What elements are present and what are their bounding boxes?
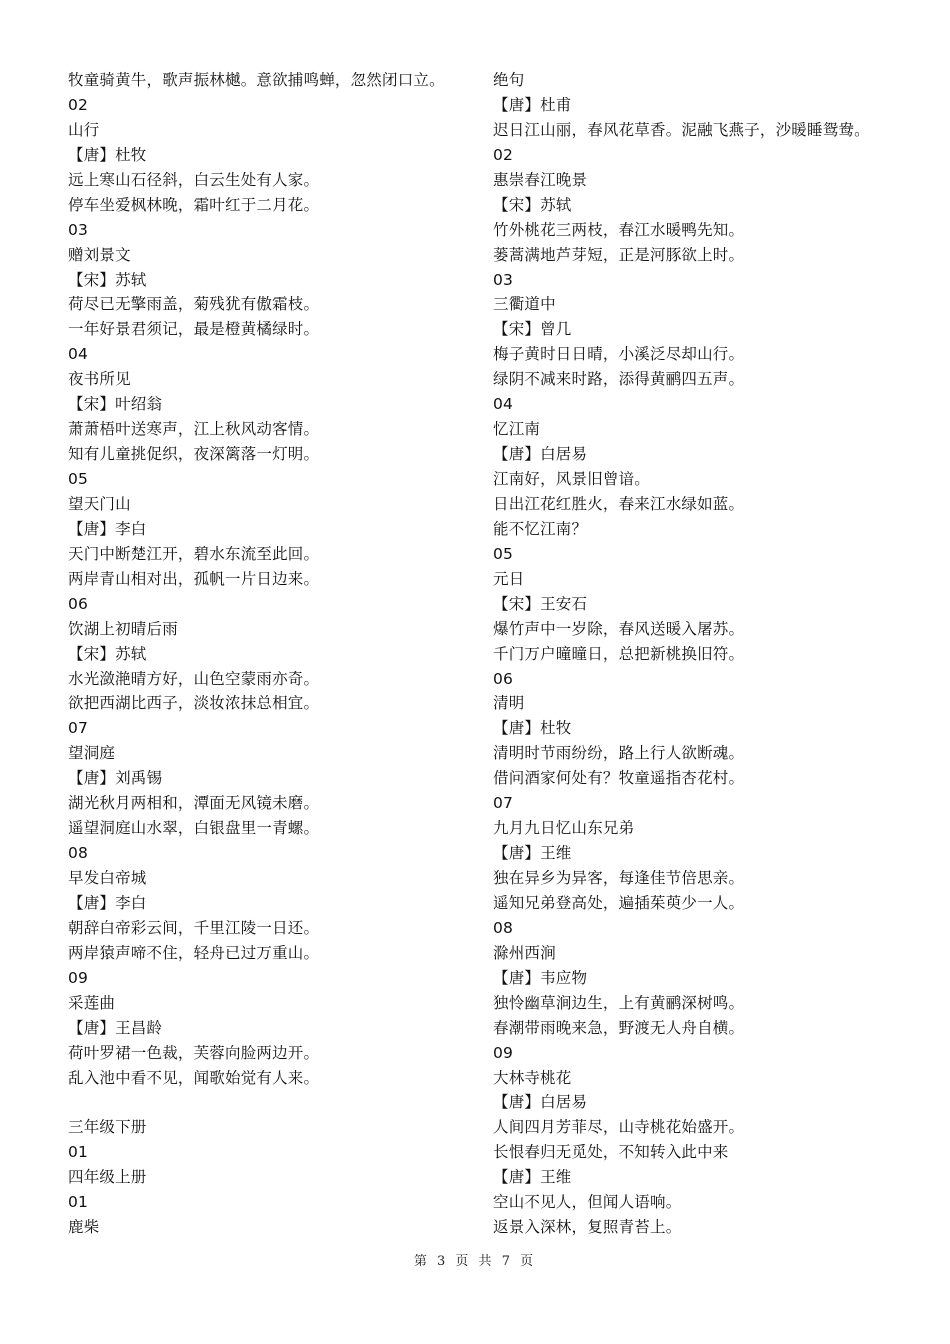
text-line: 02	[68, 95, 89, 114]
text-line: 【宋】苏轼	[493, 195, 572, 214]
text-line: 03	[493, 270, 514, 289]
text-line: 【唐】李白	[68, 893, 147, 912]
text-line: 九月九日忆山东兄弟	[493, 819, 635, 838]
text-line: 滁州西涧	[493, 943, 556, 962]
right-text-column	[493, 68, 933, 1240]
text-line: 赠刘景文	[68, 245, 131, 264]
text-line: 清明时节雨纷纷，路上行人欲断魂。	[493, 744, 745, 763]
text-line: 遥知兄弟登高处，遍插茱萸少一人。	[493, 893, 745, 912]
text-line: 【宋】苏轼	[68, 270, 147, 289]
text-line: 三衢道中	[493, 295, 556, 314]
text-line: 牧童骑黄牛，歌声振林樾。意欲捕鸣蝉，忽然闭口立。	[68, 71, 445, 89]
text-line: 遥望洞庭山水翠，白银盘里一青螺。	[68, 819, 320, 838]
text-line: 两岸青山相对出，孤帆一片日边来。	[68, 569, 320, 588]
text-line: 鹿柴	[68, 1218, 100, 1237]
text-line: 【宋】曾几	[493, 320, 572, 339]
text-line: 饮湖上初晴后雨	[68, 619, 178, 638]
text-line: 01	[68, 1193, 89, 1212]
text-line: 人间四月芳菲尽，山寺桃花始盛开。	[493, 1118, 745, 1137]
text-line: 采莲曲	[68, 993, 116, 1012]
text-line: 【唐】杜牧	[68, 145, 147, 164]
text-line: 千门万户曈曈日，总把新桃换旧符。	[493, 644, 745, 663]
text-line: 04	[68, 345, 89, 364]
text-line: 乱入池中看不见，闻歌始觉有人来。	[68, 1068, 320, 1087]
text-line: 蒌蒿满地芦芽短，正是河豚欲上时。	[493, 245, 745, 264]
text-line: 望洞庭	[68, 744, 116, 763]
left-text-column	[68, 68, 473, 1240]
text-line: 绝句	[493, 71, 525, 89]
text-line: 06	[68, 594, 89, 613]
text-line: 远上寒山石径斜，白云生处有人家。	[68, 170, 320, 189]
text-line: 江南好，风景旧曾谙。	[493, 470, 651, 488]
text-line: 【唐】白居易	[493, 1093, 588, 1112]
text-line: 【唐】李白	[68, 519, 147, 538]
text-line: 08	[68, 844, 89, 863]
text-line: 荷叶罗裙一色裁，芙蓉向脸两边开。	[68, 1043, 320, 1062]
text-line: 【唐】刘禹锡	[68, 769, 163, 788]
text-line: 04	[493, 395, 514, 414]
text-line: 【唐】杜甫	[493, 95, 572, 114]
text-line: 萧萧梧叶送寒声，江上秋风动客情。	[68, 420, 320, 439]
text-line: 日出江花红胜火，春来江水绿如蓝。	[493, 494, 745, 513]
text-line: 07	[68, 719, 89, 738]
text-line: 知有儿童挑促织，夜深篱落一灯明。	[68, 445, 320, 464]
text-line: 山行	[68, 120, 100, 139]
text-line: 朝辞白帝彩云间，千里江陵一日还。	[68, 918, 320, 937]
text-line: 水光潋滟晴方好，山色空蒙雨亦奇。	[68, 669, 320, 688]
text-line: 【唐】韦应物	[493, 968, 588, 987]
text-line: 天门中断楚江开，碧水东流至此回。	[68, 544, 320, 563]
text-line: 【唐】王维	[493, 1168, 572, 1187]
text-line: 【宋】叶绍翁	[68, 395, 163, 414]
text-line: 返景入深林，复照青苔上。	[493, 1218, 682, 1237]
text-line: 02	[493, 145, 514, 164]
text-line: 望天门山	[68, 494, 131, 513]
text-line: 停车坐爱枫林晚，霜叶红于二月花。	[68, 195, 320, 214]
text-line: 一年好景君须记，最是橙黄橘绿时。	[68, 320, 320, 339]
text-line: 07	[493, 794, 514, 813]
text-line: 爆竹声中一岁除，春风送暖入屠苏。	[493, 619, 745, 638]
text-line: 竹外桃花三两枝，春江水暖鸭先知。	[493, 220, 745, 239]
text-line: 09	[493, 1043, 514, 1062]
text-line: 三年级下册	[68, 1118, 147, 1137]
text-line: 01	[68, 1143, 89, 1162]
text-line: 清明	[493, 694, 525, 713]
page-footer: 第 3 页 共 7 页	[413, 1254, 537, 1269]
text-line: 09	[68, 968, 89, 987]
text-line: 能不忆江南？	[493, 519, 588, 538]
text-line: 08	[493, 918, 514, 937]
text-line: 【宋】王安石	[493, 594, 588, 613]
text-line: 06	[493, 669, 514, 688]
text-line: 借问酒家何处有？牧童遥指杏花村。	[493, 769, 745, 788]
text-line: 【唐】杜牧	[493, 719, 572, 738]
text-line: 忆江南	[493, 420, 541, 439]
text-line: 元日	[493, 569, 525, 588]
text-line: 两岸猿声啼不住，轻舟已过万重山。	[68, 943, 320, 962]
text-line: 空山不见人，但闻人语响。	[493, 1193, 682, 1212]
text-line: 独在异乡为异客，每逢佳节倍思亲。	[493, 869, 745, 887]
text-line: 【唐】王维	[493, 844, 572, 863]
text-line: 荷尽已无擎雨盖，菊残犹有傲霜枝。	[68, 295, 320, 314]
text-line: 05	[68, 470, 89, 488]
text-line: 【宋】苏轼	[68, 644, 147, 663]
text-line: 独怜幽草涧边生，上有黄鹂深树鸣。	[493, 993, 745, 1012]
text-line: 四年级上册	[68, 1168, 147, 1187]
text-line: 绿阴不减来时路，添得黄鹂四五声。	[493, 370, 745, 389]
text-line	[68, 1090, 473, 1115]
text-line: 早发白帝城	[68, 869, 147, 887]
text-line: 春潮带雨晚来急，野渡无人舟自横。	[493, 1018, 745, 1037]
text-line: 【唐】王昌龄	[68, 1018, 163, 1037]
text-line: 05	[493, 544, 514, 563]
text-line: 夜书所见	[68, 370, 131, 389]
text-line: 迟日江山丽，春风花草香。泥融飞燕子，沙暖睡鸳鸯。	[493, 120, 870, 139]
text-line: 湖光秋月两相和，潭面无风镜未磨。	[68, 794, 320, 813]
text-line: 梅子黄时日日晴，小溪泛尽却山行。	[493, 345, 745, 364]
text-line: 大林寺桃花	[493, 1068, 572, 1087]
text-line: 惠崇春江晚景	[493, 170, 588, 189]
text-line: 03	[68, 220, 89, 239]
text-line: 长恨春归无觅处，不知转入此中来	[493, 1143, 729, 1162]
text-line: 【唐】白居易	[493, 445, 588, 464]
text-line: 欲把西湖比西子，淡妆浓抹总相宜。	[68, 694, 320, 713]
